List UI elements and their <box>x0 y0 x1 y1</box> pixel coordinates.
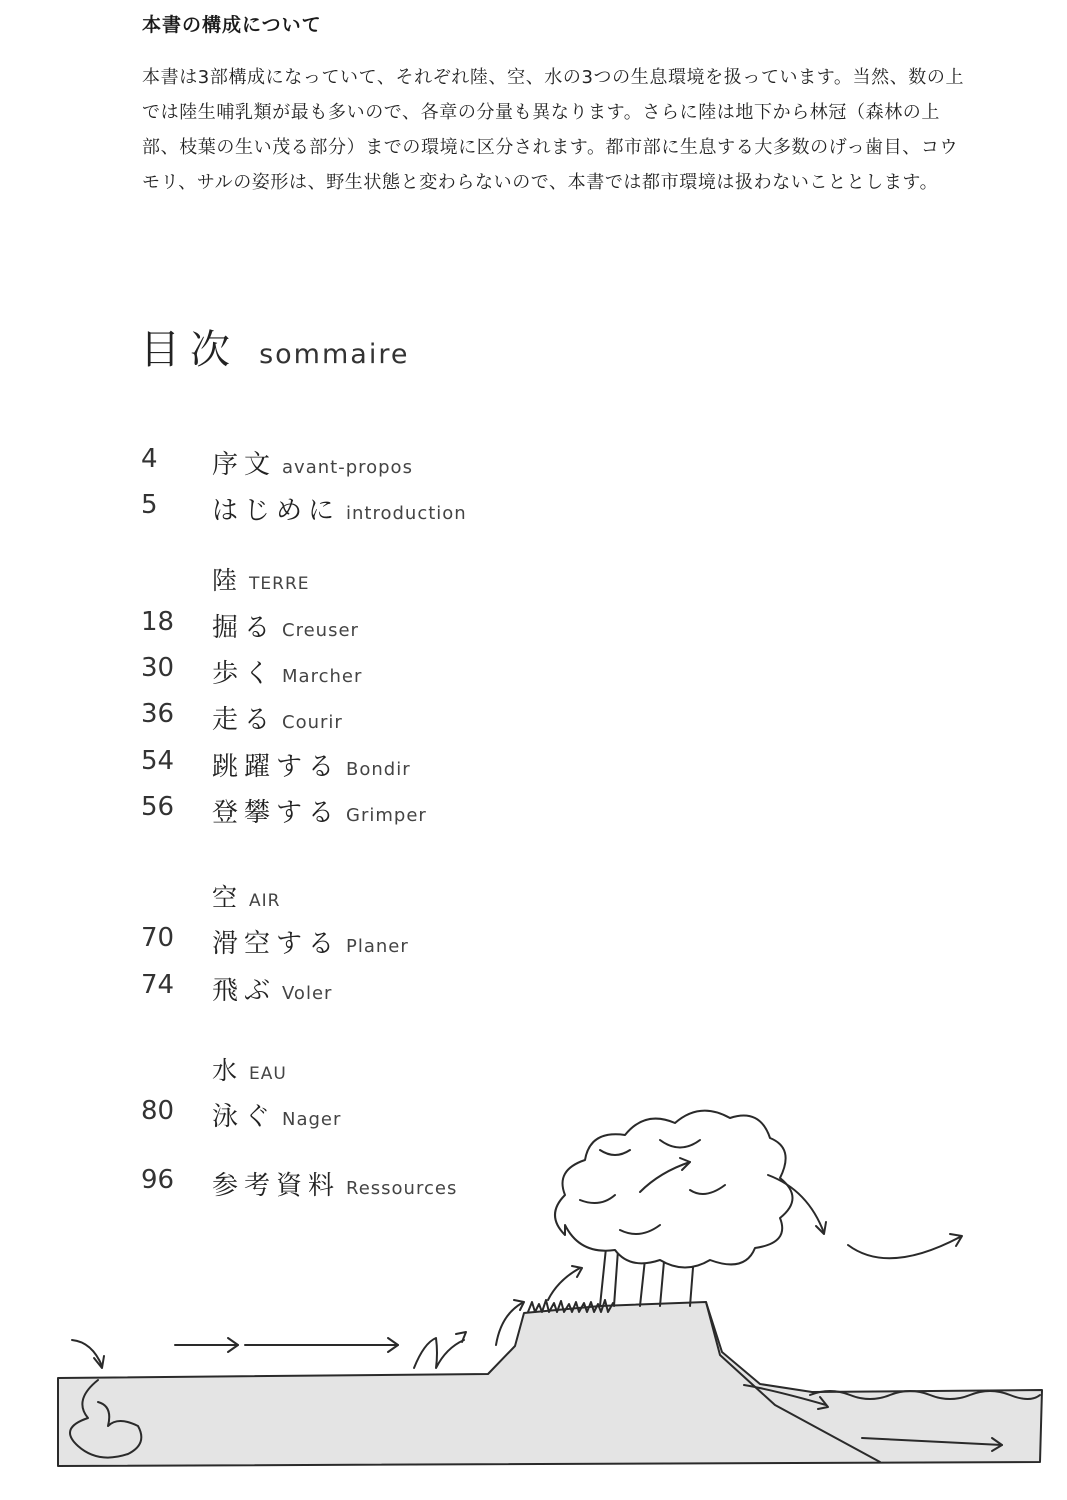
toc-page-number: 74 <box>141 970 175 1000</box>
toc-title <box>212 490 467 527</box>
toc-title-jp: 走る <box>212 705 277 735</box>
toc-title-fr: AIR <box>249 891 281 911</box>
toc-title-fr: Creuser <box>282 620 359 641</box>
toc-title-jp: 掘る <box>212 613 277 643</box>
toc-title-jp: 跳躍する <box>212 752 341 782</box>
toc-section-title <box>212 561 310 597</box>
toc-page-number: 70 <box>141 923 175 953</box>
habitat-landscape-illustration <box>0 1010 1067 1500</box>
intro-paragraph: 本書は3部構成になっていて、それぞれ陸、空、水の3つの生息環境を扱っています。当然、数の上では陸生哺乳類が最も多いので、各章の分量も異なります。さらに陸は地下から林冠（森林の上部、枝葉の生い茂る部分）までの環境に区分されます。都市部に生息する大多数のげっ歯目、コウモリ、サルの姿形は、野生状態と変わらないので、本書では都市環境は扱わないこととします。 <box>142 67 965 193</box>
toc-title <box>212 653 362 690</box>
toc-title-fr: Nager <box>282 1109 342 1130</box>
arrow-fly <box>848 1237 960 1258</box>
toc-page-number: 56 <box>141 792 175 822</box>
tree-canopy <box>555 1111 793 1268</box>
toc-heading-jp: 目次 <box>140 327 240 373</box>
toc-title-jp: 陸 <box>212 566 244 595</box>
toc-title-fr: TERRE <box>249 574 310 594</box>
toc-page-number: 36 <box>141 699 175 729</box>
toc-title <box>212 792 427 829</box>
toc-title-fr: Bondir <box>346 759 411 780</box>
toc-title <box>212 607 359 644</box>
toc-title-jp: 歩く <box>212 659 277 689</box>
toc-title-jp: 空 <box>212 883 244 912</box>
toc-title-jp: 参考資料 <box>212 1171 341 1201</box>
toc-title-fr: Planer <box>346 936 409 957</box>
section-heading: 本書の構成について <box>142 14 322 36</box>
toc-title-fr: Grimper <box>346 805 427 826</box>
toc-title-jp: 滑空する <box>212 929 341 959</box>
toc-title-jp: 泳ぐ <box>212 1102 277 1132</box>
toc-title-jp: 登攀する <box>212 798 341 828</box>
toc-page-number: 5 <box>141 490 158 520</box>
toc-title-fr: Ressources <box>346 1178 458 1199</box>
toc-title <box>212 444 413 481</box>
toc-page-number: 54 <box>141 746 175 776</box>
ground-shape <box>58 1302 1042 1466</box>
toc-page-number: 18 <box>141 607 175 637</box>
toc-section-title <box>212 878 280 914</box>
toc-page-number: 80 <box>141 1096 175 1126</box>
toc-title-fr: Voler <box>282 983 333 1004</box>
toc-title-fr: introduction <box>346 503 467 524</box>
toc-title-fr: avant-propos <box>282 457 413 478</box>
toc-page-number: 30 <box>141 653 175 683</box>
toc-title <box>212 923 409 960</box>
toc-title-fr: EAU <box>249 1064 287 1084</box>
arrow-jump <box>414 1338 464 1368</box>
toc-page-number: 4 <box>141 444 158 474</box>
toc-heading-fr: sommaire <box>259 339 410 370</box>
toc-title-fr: Marcher <box>282 666 363 687</box>
toc-title-jp: 序文 <box>212 450 277 480</box>
toc-title-fr: Courir <box>282 712 343 733</box>
toc-title-jp: 水 <box>212 1056 244 1085</box>
toc-title <box>212 746 411 783</box>
toc-title-jp: 飛ぶ <box>212 976 277 1006</box>
toc-title <box>212 699 343 736</box>
toc-page-number: 96 <box>141 1165 175 1195</box>
toc-title <box>212 970 332 1007</box>
toc-title-jp: はじめに <box>212 496 341 526</box>
